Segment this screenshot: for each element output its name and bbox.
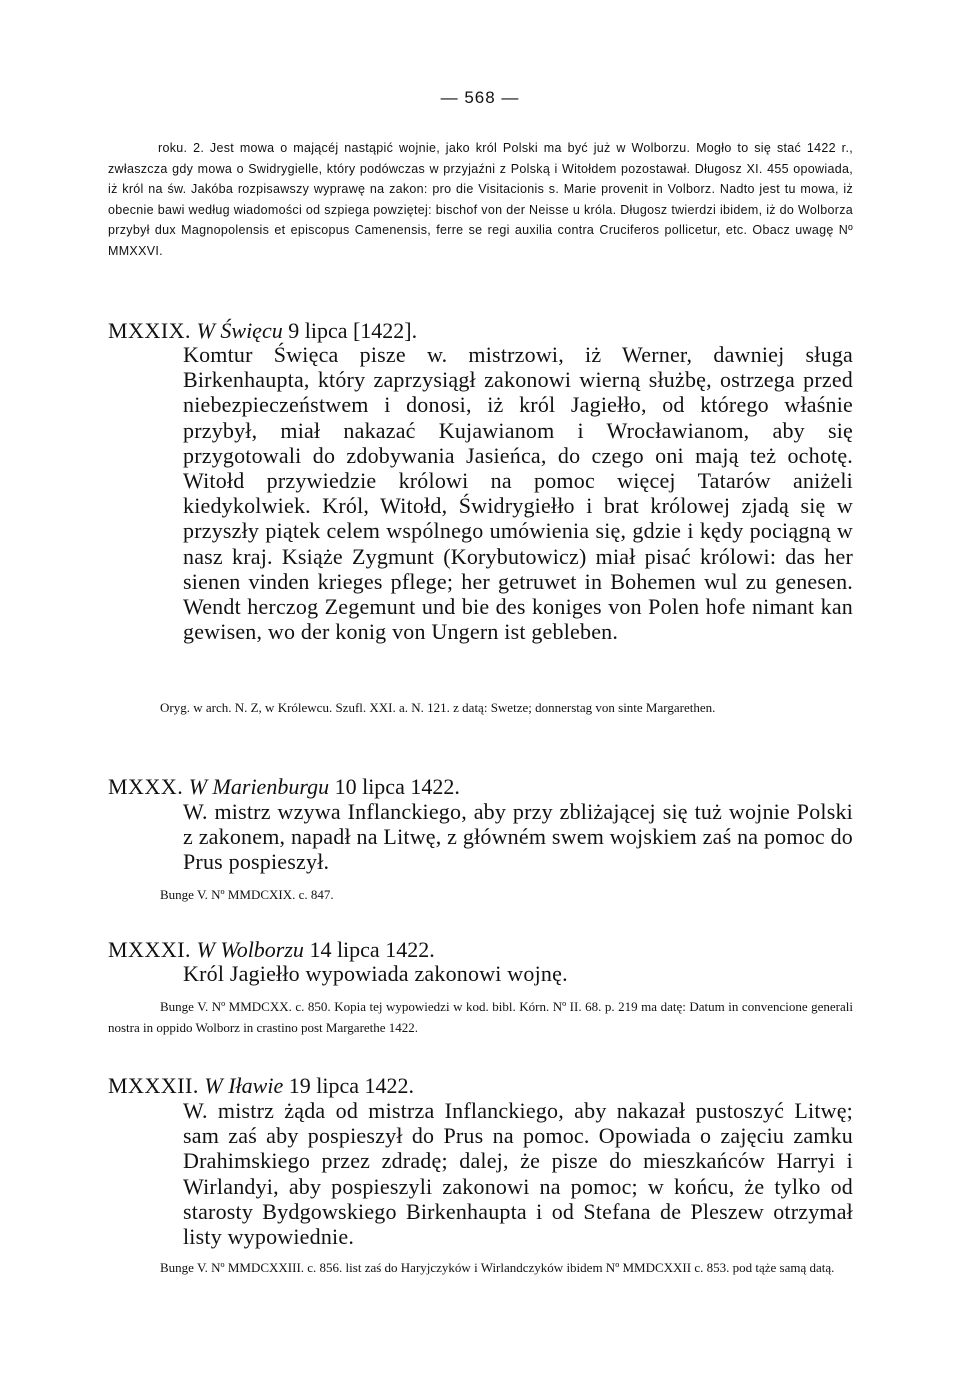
- entry-body: [183, 961, 853, 986]
- entry-number: MXXX.: [108, 774, 184, 799]
- entry-heading: [108, 318, 868, 344]
- entry-date: 19 lipca 1422.: [288, 1073, 414, 1098]
- entry-place: W Wolborzu: [196, 937, 304, 962]
- entry-heading: [108, 937, 868, 963]
- entry-place: W Święcu: [196, 318, 283, 343]
- entry-heading: [108, 1073, 868, 1099]
- entry-date: 10 lipca 1422.: [334, 774, 460, 799]
- entry-source-text: Oryg. w arch. N. Z, w Królewcu. Szufl. XXI. a. N. 121. z datą: Swetze; donnerstag von sinte Margarethen.: [160, 700, 716, 715]
- entry-source: [108, 884, 853, 905]
- entry-body-text: W. mistrz żąda od mistrza Inflanckiego, aby nakazał pustoszyć Litwę; sam zaś aby pospieszył do Prus na pomoc. Opowiada o zajęciu zamku Drahimskiego przez zdradę; dalej, że pisze do mieszkańców Harryi i Wirlandyi, aby pospieszyli zakonowi na pomoc; w końcu, że tylko od starosty Bydgowskiego Birkenhaupta i od Stefana de Pleszew otrzymał listy wypowiednie.: [183, 1098, 853, 1250]
- entry-number: MXXXI.: [108, 937, 192, 962]
- page-number: — 568 —: [440, 88, 520, 107]
- entry-source: [108, 1257, 853, 1278]
- entry-place: W Iławie: [204, 1073, 284, 1098]
- entry-body-text: W. mistrz wzywa Inflanckiego, aby przy zbliżającej się tuż wojnie Polski z zakonem, napadł na Litwę, z główném swem wojskiem zaś na pomoc do Prus pospieszył.: [183, 799, 853, 875]
- entry-source-text: Bunge V. Nº MMDCXX. c. 850. Kopia tej wypowiedzi w kod. bibl. Kórn. Nº II. 68. p. 219 ma datę: Datum in convencione generali nostra in oppido Wolborz in crastino post Margarethe 1422.: [108, 999, 853, 1035]
- entry-source-text: Bunge V. Nº MMDCXXIII. c. 856. list zaś do Haryjczyków i Wirlandczyków ibidem Nº MMDCXXII c. 853. pod tąże samą datą.: [160, 1260, 835, 1275]
- top-footnote: [108, 138, 853, 261]
- entry-body: [183, 1098, 853, 1249]
- top-footnote-text: roku. 2. Jest mowa o mającéj nastąpić wojnie, jako król Polski ma być już w Wolborzu. Mogło to się stać 1422 r., zwłaszcza gdy mowa o Swidrygielle, który podówczas w przyjaźni z Polską i Witołdem pozostawał. Długosz XI. 455 opowiada, iż król na św. Jakóba rozpisawszy wyprawę na zakon: pro die Visitacionis s. Marie provenit in Volborz. Nadto jest tu mowa, iż obecnie bawi według wiadomości od szpiega powziętej: bischof von der Neisse u króla. Długosz twierdzi ibidem, iż do Wolborza przybył dux Magnopolensis et episcopus Camenensis, ferre se regi auxilia contra Cruciferos pollicetur, etc. Obacz uwagę Nº MMXXVI.: [108, 141, 853, 258]
- entry-heading: [108, 774, 868, 800]
- entry-body: [183, 799, 853, 875]
- entry-body-text: Komtur Święca pisze w. mistrzowi, iż Werner, dawniej sługa Birkenhaupta, który zaprzysiągł zakonowi wierną służbę, ostrzega przed niebezpieczeństwem i donosi, iż król Jagiełło, od którego właśnie przybył, miał nakazać Kujawianom i Wrocławianom, aby się przygotowali do zdobywania Jasieńca, do czego oni mają też ochotę. Witołd przywiedzie królowi na pomoc więcej Tatarów aniżeli kiedykolwiek. Król, Witołd, Świdrygiełło i brat królowej zjadą się w przyszły piątek celem wspólnego umówienia się, gdzie i kędy pociągną w nasz kraj. Książe Zygmunt (Korybutowicz) miał pisać królowi: das her sienen vinden krieges pflege; her getruwet in Bohemen wul zu genesen. Wendt herczog Zegemunt und bie des koniges von Polen hofe nimant kan gewisen, wo der konig von Ungern ist gebleben.: [183, 342, 853, 645]
- entry-body: [183, 342, 853, 644]
- entry-source: [108, 996, 853, 1038]
- entry-date: 9 lipca [1422].: [288, 318, 418, 343]
- entry-source-text: Bunge V. Nº MMDCXIX. c. 847.: [160, 887, 334, 902]
- entry-place: W Marienburgu: [188, 774, 330, 799]
- entry-date: 14 lipca 1422.: [309, 937, 435, 962]
- entry-source: [108, 697, 853, 718]
- entry-number: MXXIX.: [108, 318, 192, 343]
- entry-body-text: Król Jagiełło wypowiada zakonowi wojnę.: [183, 961, 568, 986]
- entry-number: MXXXII.: [108, 1073, 199, 1098]
